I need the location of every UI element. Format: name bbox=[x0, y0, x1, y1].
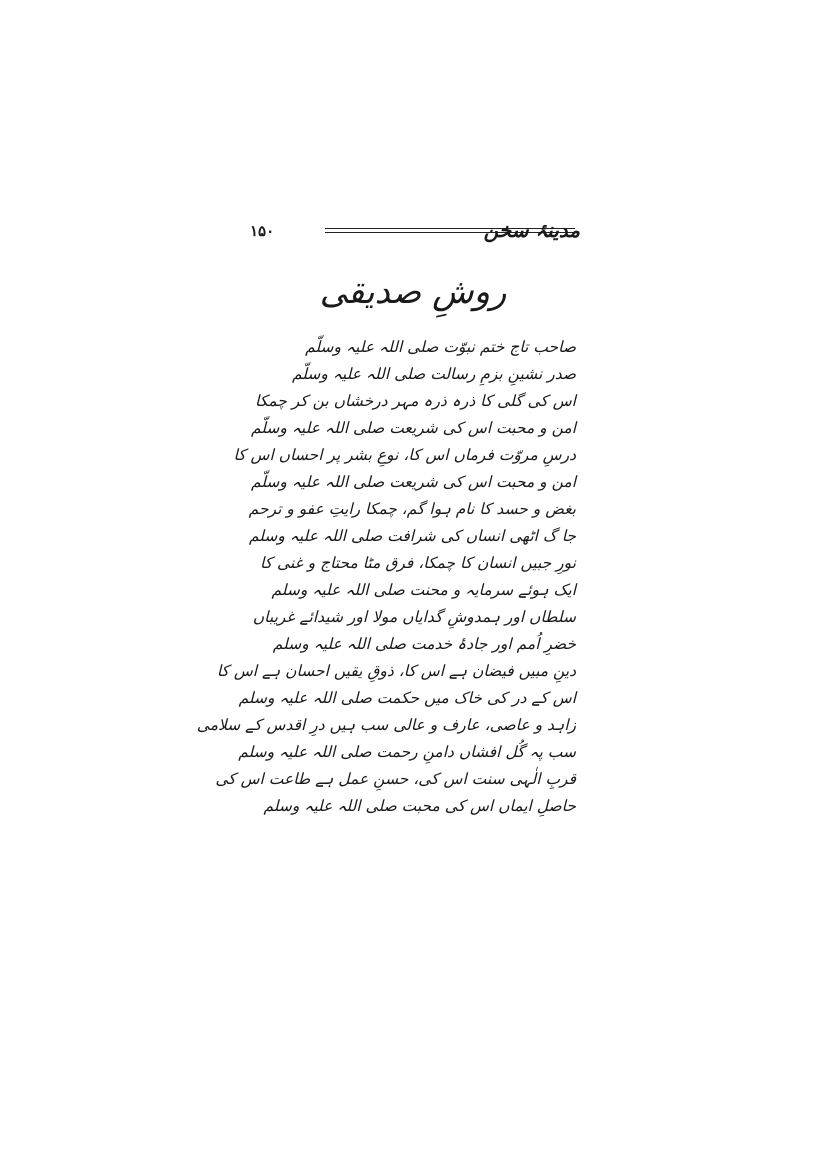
verse-line: امن و محبت اس کی شریعت صلی اللہ علیہ وسلّم bbox=[250, 473, 576, 491]
verse-line: جا گ اٹھی انساں کی شرافت صلی اللہ علیہ وسلم bbox=[248, 527, 576, 545]
verse-line: اس کے در کی خاک میں حکمت صلی اللہ علیہ وسلم bbox=[238, 689, 576, 707]
running-book-title: مدینۂ سخن bbox=[483, 218, 580, 242]
verse-line: قربِ الٰہی سنت اس کی، حسنِ عمل ہے طاعت اس کی bbox=[215, 770, 576, 788]
verse-line: دینِ مبیں فیضان ہے اس کا، ذوقِ یقیں احسان ہے اس کا bbox=[216, 662, 576, 680]
verse-line: سب پہ گُل افشاں دامنِ رحمت صلی اللہ علیہ وسلم bbox=[238, 743, 576, 761]
verse-line: خضرِ اُمم اور جادۂ خدمت صلی اللہ علیہ وسلم bbox=[272, 635, 576, 653]
verse-line: امن و محبت اس کی شریعت صلی اللہ علیہ وسلّم bbox=[250, 419, 576, 437]
poem-title: روشِ صدیقی bbox=[319, 272, 507, 312]
verse-line: زاہد و عاصی، عارف و عالی سب ہیں درِ اقدس کے سلامی bbox=[196, 716, 576, 734]
verse-line: ایک ہوئے سرمایہ و محنت صلی اللہ علیہ وسلم bbox=[271, 581, 576, 599]
poem-verses bbox=[196, 338, 576, 824]
verse-line: نورِ جبیں انسان کا چمکا، فرق مٹا محتاج و غنی کا bbox=[260, 554, 576, 572]
verse-line: سلطاں اور ہمدوشِ گدایاں مولا اور شیدائے غریباں bbox=[252, 608, 576, 626]
verse-line: صاحب تاج ختم نبوّت صلی اللہ علیہ وسلّم bbox=[305, 338, 576, 356]
page-number: ۱۵۰ bbox=[250, 222, 275, 240]
verse-line: درسِ مروّت فرماں اس کا، نوعِ بشر پر احساں اس کا bbox=[233, 446, 576, 464]
page-header bbox=[250, 218, 580, 248]
verse-line: حاصلِ ایماں اس کی محبت صلی اللہ علیہ وسلم bbox=[263, 797, 576, 815]
verse-line: صدر نشینِ بزمِ رسالت صلی اللہ علیہ وسلّم bbox=[291, 365, 576, 383]
verse-line: اس کی گلی کا ذرہ ذرہ مہر درخشاں بن کر چمکا bbox=[255, 392, 576, 410]
verse-line: بغض و حسد کا نام ہوا گم، چمکا رایتِ عفو و ترحم bbox=[248, 500, 576, 518]
